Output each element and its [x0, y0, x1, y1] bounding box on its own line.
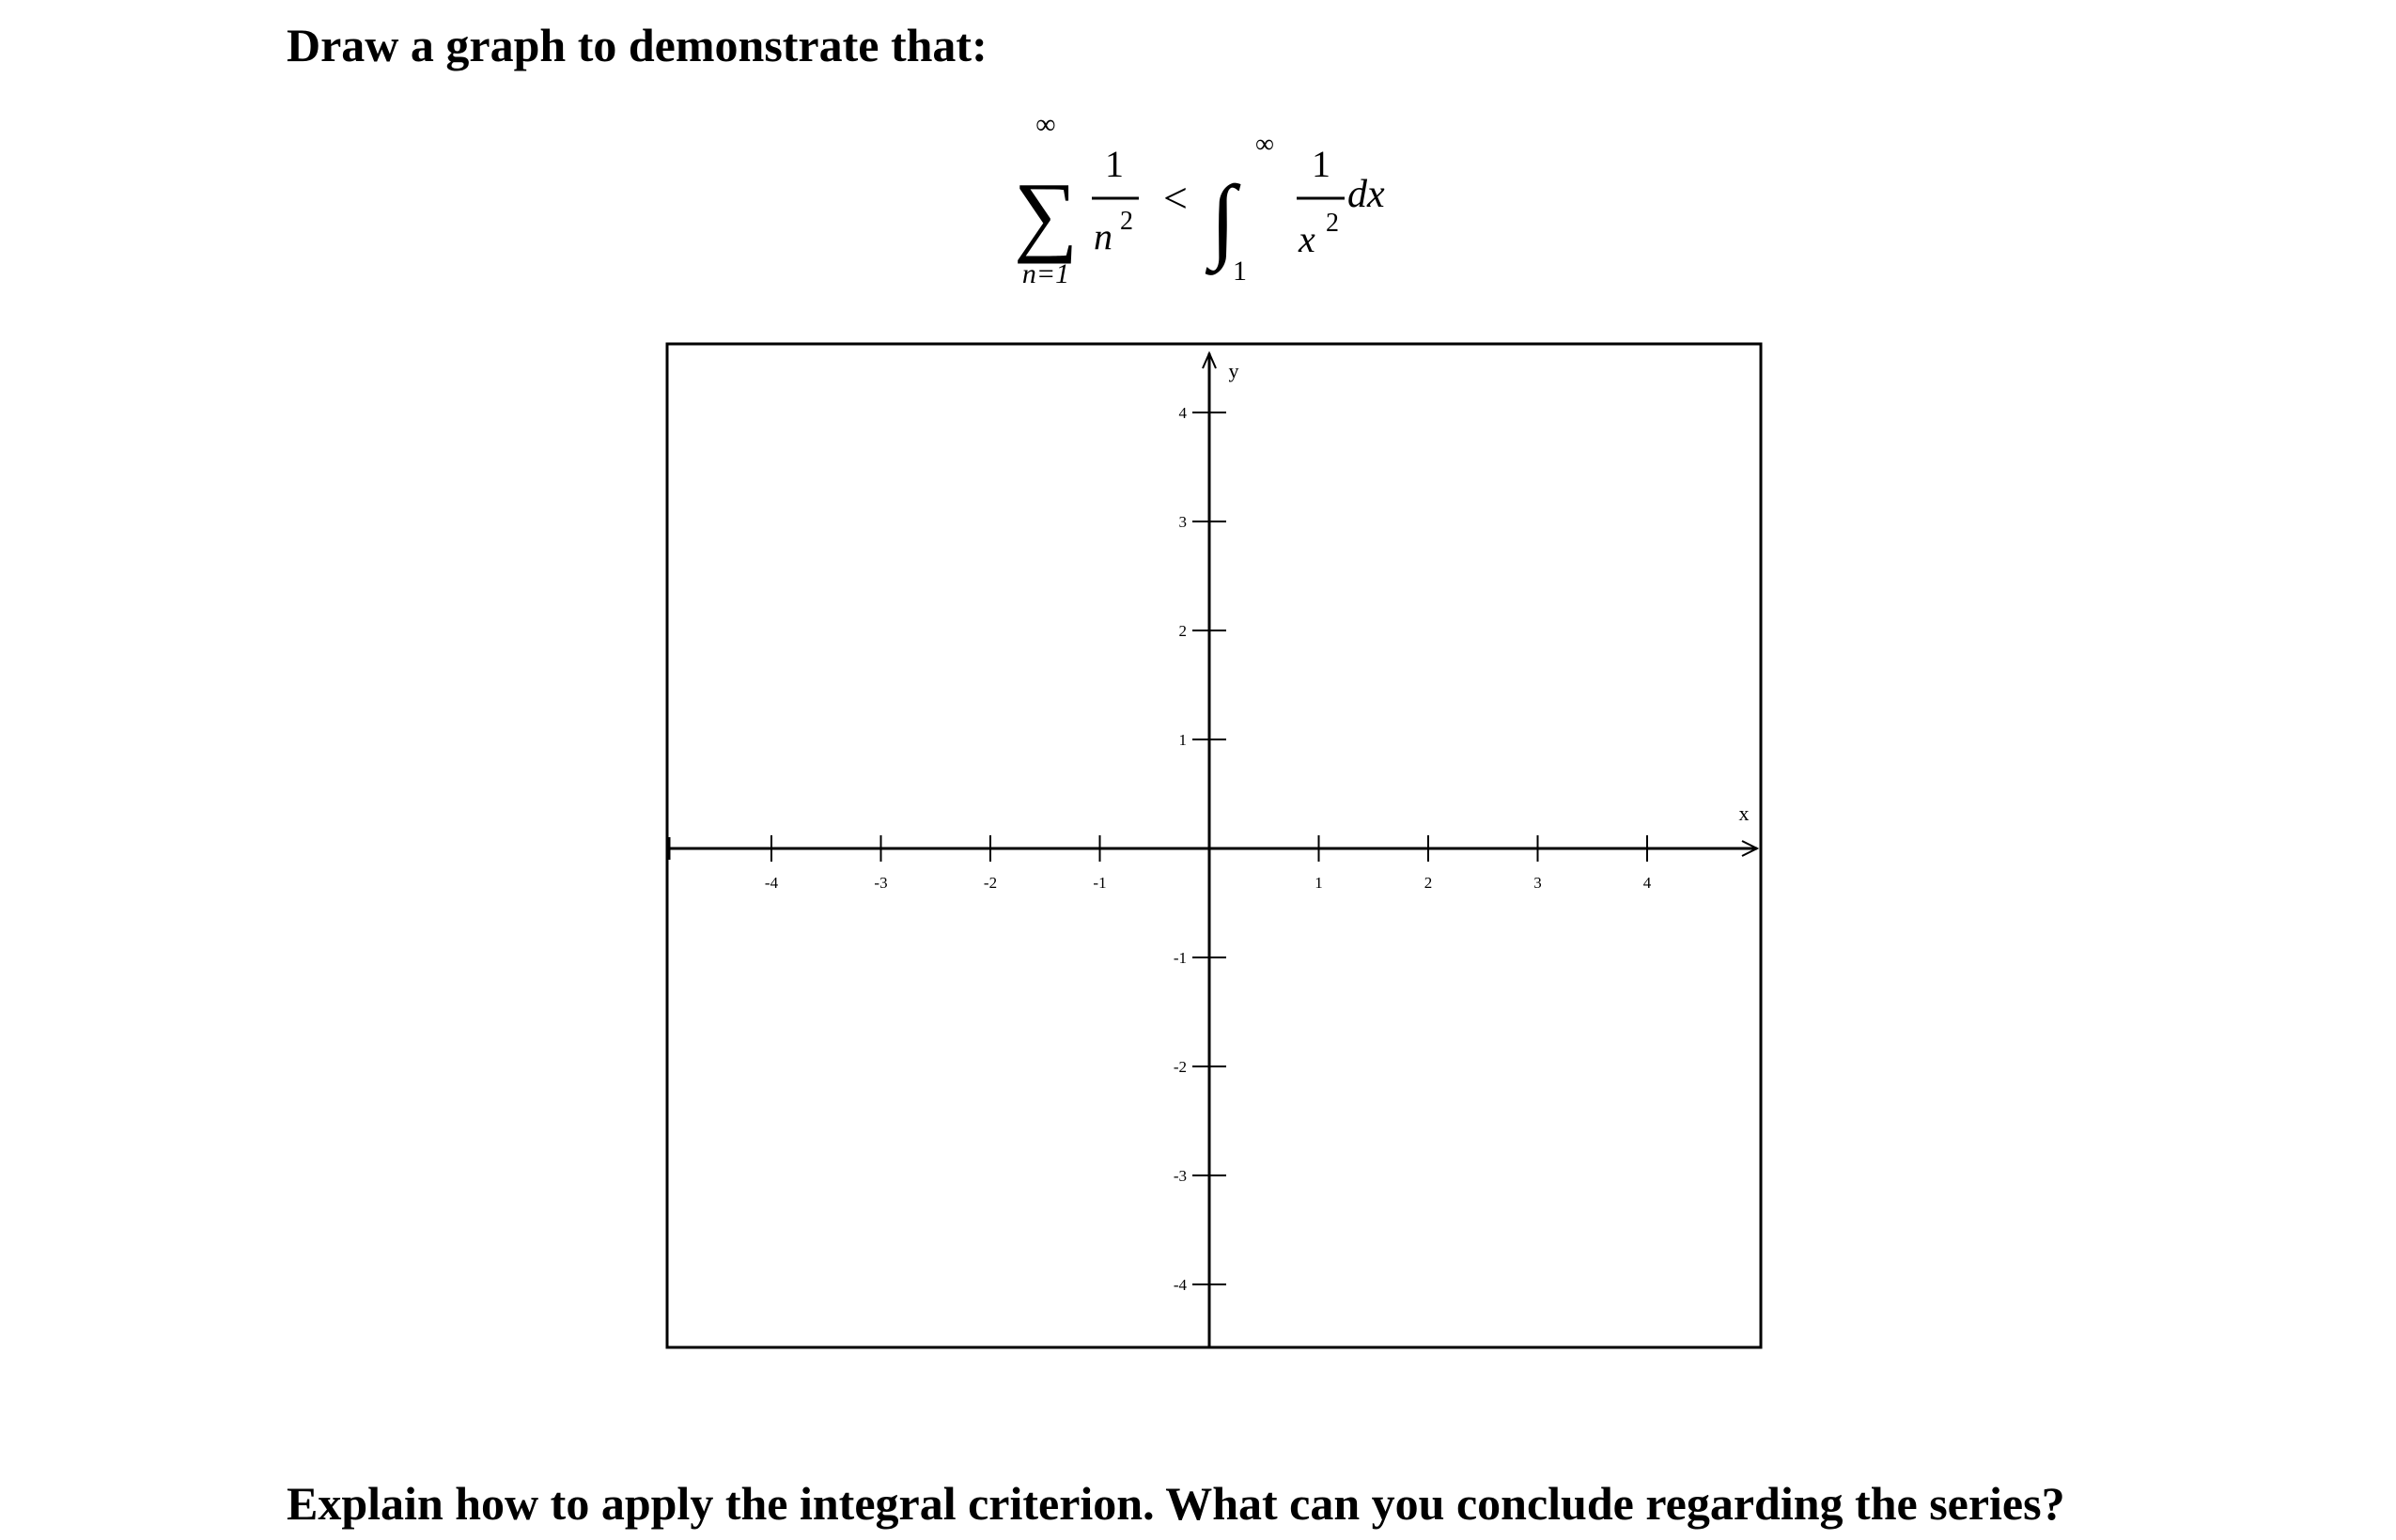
y-tick-label: -1	[1173, 949, 1187, 967]
sum-lower-limit: n=1	[1021, 258, 1070, 289]
x-axis-arrowhead	[1742, 841, 1757, 856]
graph-frame	[667, 344, 1761, 1347]
y-tick-label: 4	[1178, 404, 1187, 422]
x-tick-label: 2	[1424, 874, 1433, 892]
integral-lower-limit: 1	[1233, 256, 1247, 287]
axis-ticks	[765, 404, 1652, 1294]
y-axis-arrowhead	[1203, 353, 1216, 368]
integrand-denominator-base: x	[1299, 218, 1315, 260]
series-integral-inequality	[977, 109, 1466, 301]
integral-sign: ∫	[1210, 166, 1237, 271]
y-axis-label: y	[1228, 359, 1239, 382]
y-tick-label: -3	[1173, 1167, 1187, 1185]
x-tick-label: 1	[1315, 874, 1323, 892]
x-tick-label: -1	[1093, 874, 1107, 892]
x-axis-label: x	[1738, 801, 1750, 825]
integrand-denominator-exponent: 2	[1326, 209, 1339, 238]
y-tick-label: 1	[1178, 731, 1187, 749]
y-tick-label: -4	[1173, 1276, 1187, 1294]
x-tick-label: 3	[1533, 874, 1542, 892]
question-heading: Explain how to apply the integral criterion. What can you conclude regarding the series?	[287, 1477, 2065, 1530]
instruction-heading: Draw a graph to demonstrate that:	[287, 19, 988, 71]
term-denominator-exponent: 2	[1120, 207, 1133, 236]
y-tick-label: 3	[1178, 513, 1187, 531]
less-than-sign: <	[1163, 174, 1188, 222]
y-tick-label: 2	[1178, 622, 1187, 640]
x-tick-label: -4	[764, 874, 779, 892]
summation-sign: ∑	[1013, 163, 1079, 264]
y-tick-label: -2	[1173, 1058, 1187, 1076]
term-numerator: 1	[1105, 143, 1124, 185]
integrand-numerator: 1	[1312, 143, 1330, 185]
differential: dx	[1347, 173, 1385, 216]
term-denominator-base: n	[1094, 215, 1112, 257]
sum-upper-limit: ∞	[1035, 109, 1056, 140]
x-tick-label: -2	[983, 874, 998, 892]
integral-upper-limit: ∞	[1255, 130, 1274, 159]
x-tick-label: -3	[874, 874, 888, 892]
x-tick-label: 4	[1642, 874, 1652, 892]
